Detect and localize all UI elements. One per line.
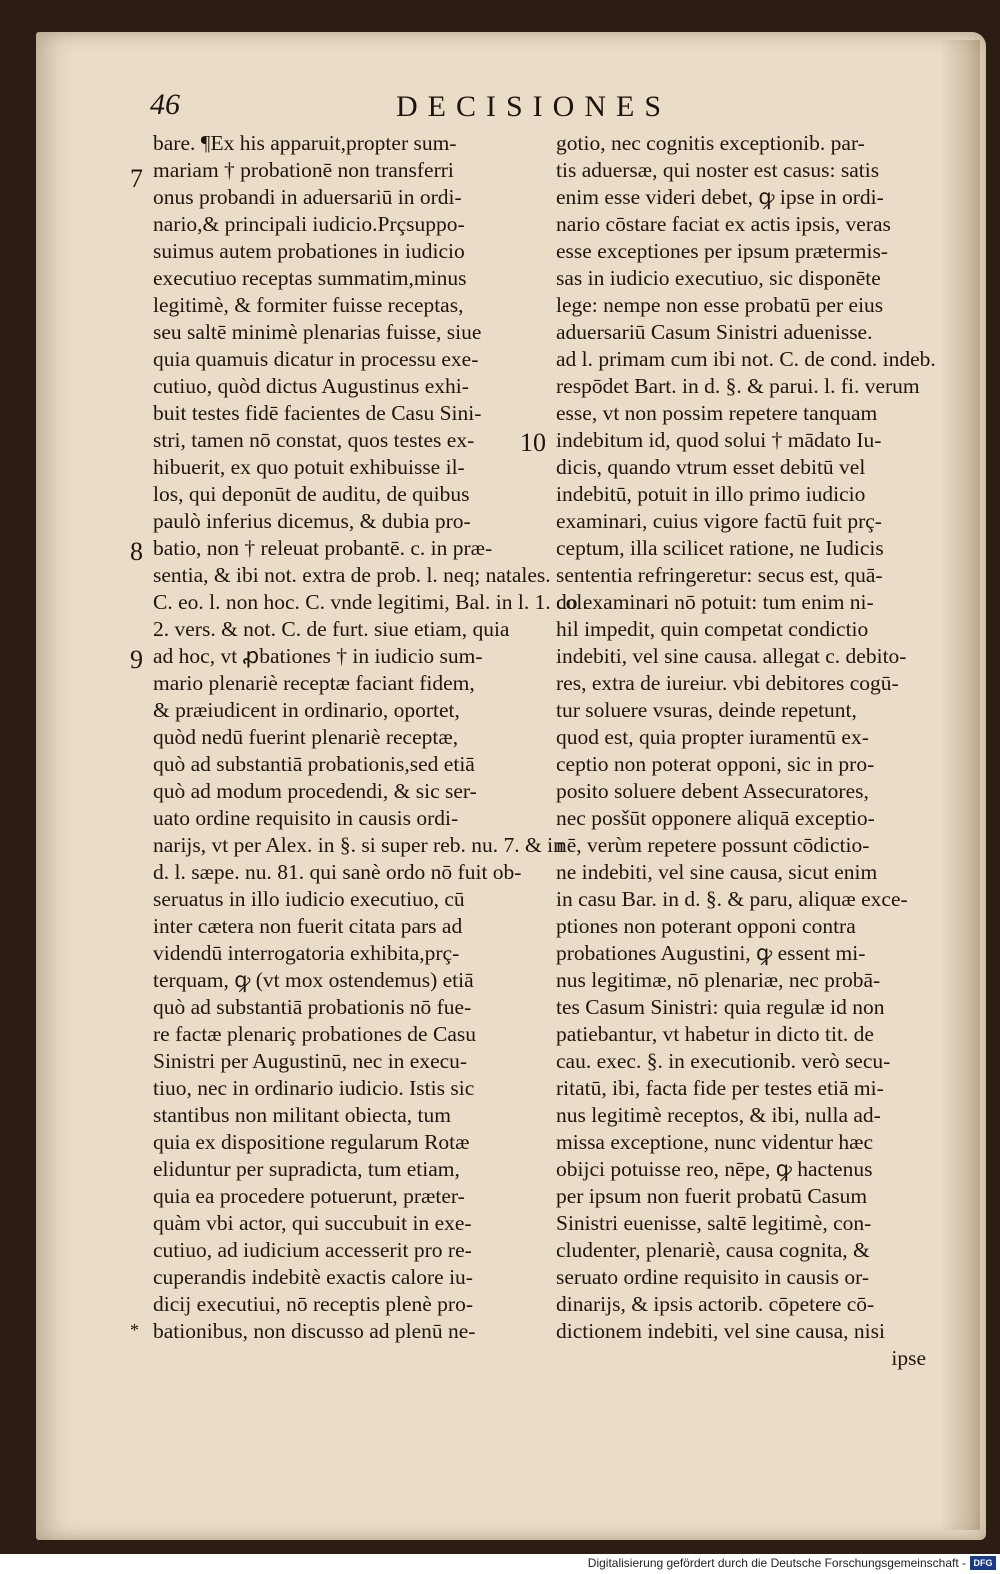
- footer-credit: Digitalisierung gefördert durch die Deutsche Forschungsgemeinschaft -: [587, 1556, 966, 1570]
- running-title: DECISIONES: [396, 90, 672, 123]
- text-line: batio, non † releuat probantē. c. in præ-: [153, 536, 493, 560]
- text-line: terquam, ꝙ (vt mox ostendemus) etiā: [153, 968, 474, 992]
- text-line: aduersariū Casum Sinistri aduenisse.: [556, 320, 873, 344]
- text-line: seu saltē minimè plenarias fuisse, siue: [153, 320, 482, 344]
- text-line: mario plenariè receptæ faciant fidem,: [153, 671, 475, 695]
- text-line: dicij executiui, nō receptis plenè pro-: [153, 1292, 473, 1316]
- text-line: los, qui deponūt de auditu, de quibus: [153, 482, 470, 506]
- text-line: ceptum, illa scilicet ratione, ne Iudicis: [556, 536, 884, 560]
- text-line: eliduntur per supradicta, tum etiam,: [153, 1157, 460, 1181]
- text-line: d. l. sæpe. nu. 81. qui sanè ordo nō fuit ob-: [153, 860, 522, 884]
- text-line: quia ea procedere potuerunt, præter-: [153, 1184, 465, 1208]
- text-line: ptiones non poterant opponi contra: [556, 914, 856, 938]
- text-line: examinari, cuius vigore factū fuit prç-: [556, 509, 882, 533]
- text-line: ad l. primam cum ibi not. C. de cond. indeb.: [556, 347, 936, 371]
- text-line: stri, tamen nō constat, quos testes ex-: [153, 428, 475, 452]
- text-line: ne indebiti, vel sine causa, sicut enim: [556, 860, 878, 884]
- text-line: patiebantur, vt habetur in dicto tit. de: [556, 1022, 874, 1046]
- text-line: posito soluere debent Assecuratores,: [556, 779, 869, 803]
- margin-number-10: 10: [520, 428, 546, 457]
- text-line: Sinistri euenisse, saltē legitimè, con-: [556, 1211, 872, 1235]
- text-line: ad hoc, vt ꝓbationes † in iudicio sum-: [153, 644, 483, 668]
- text-line: dicis, quando vtrum esset debitū vel: [556, 455, 866, 479]
- text-line: quò ad substantiā probationis nō fue-: [153, 995, 472, 1019]
- text-line: hil impedit, quin competat condictio: [556, 617, 869, 641]
- text-line: quò ad modum procedendi, & sic ser-: [153, 779, 477, 803]
- text-line: onus probandi in aduersariū in ordi-: [153, 185, 462, 209]
- text-line: paulò inferius dicemus, & dubia pro-: [153, 509, 471, 533]
- margin-number-8: 8: [130, 537, 143, 566]
- text-line: dictionem indebiti, vel sine causa, nisi: [556, 1319, 885, 1343]
- text-line: dinarijs, & ipsis actorib. cōpetere cō-: [556, 1292, 875, 1316]
- text-line: respōdet Bart. in d. §. & parui. l. fi. verum: [556, 374, 920, 398]
- right-text-column: [556, 130, 936, 1372]
- text-line: quia ex dispositione regularum Rotæ: [153, 1130, 470, 1154]
- text-line: stantibus non militant obiecta, tum: [153, 1103, 451, 1127]
- text-line: suimus autem probationes in iudicio: [153, 239, 465, 263]
- text-line: hibuerit, ex quo potuit exhibuisse il-: [153, 455, 465, 479]
- text-line: mariam † probationē non transferri: [153, 158, 454, 182]
- text-line: cuperandis indebitè exactis calore iu-: [153, 1265, 473, 1289]
- text-line: tur soluere vsuras, deinde repetunt,: [556, 698, 857, 722]
- page-number: 46: [150, 88, 180, 121]
- margin-number-7: 7: [130, 164, 143, 193]
- text-line: indebitum id, quod solui † mādato Iu-: [556, 428, 882, 452]
- text-line: lege: nempe non esse probatū per eius: [556, 293, 884, 317]
- text-line: bare. ¶Ex his apparuit,propter sum-: [153, 131, 457, 155]
- text-line: 2. vers. & not. C. de furt. siue etiam, quia: [153, 617, 510, 641]
- text-line: quò ad substantiā probationis,sed etiā: [153, 752, 475, 776]
- text-line: uato ordine requisito in causis ordi-: [153, 806, 459, 830]
- text-line: narijs, vt per Alex. in §. si super reb. nu. 7. & in: [153, 833, 564, 857]
- text-line: seruato ordine requisito in causis or-: [556, 1265, 870, 1289]
- text-line: sentia, & ibi not. extra de prob. l. neq; natales.: [153, 563, 551, 587]
- margin-number-9: 9: [130, 645, 143, 674]
- page-header: [0, 88, 1000, 128]
- catchword: ipse: [891, 1346, 926, 1370]
- text-line: buit testes fidē facientes de Casu Sini-: [153, 401, 482, 425]
- text-line: obijci potuisse reo, nēpe, ꝙ hactenus: [556, 1157, 873, 1181]
- text-line: seruatus in illo iudicio executiuo, cū: [153, 887, 465, 911]
- text-line: res, extra de iureiur. vbi debitores cogū-: [556, 671, 899, 695]
- digitization-footer: [0, 1554, 1000, 1574]
- text-line: do examinari nō potuit: tum enim ni-: [556, 590, 874, 614]
- text-line: re factæ plenariç probationes de Casu: [153, 1022, 476, 1046]
- text-line: in casu Bar. in d. §. & paru, aliquæ exce-: [556, 887, 908, 911]
- text-line: sas in iudicio executiuo, sic disponēte: [556, 266, 881, 290]
- text-line: esse exceptiones per ipsum prætermis-: [556, 239, 888, 263]
- text-line: ceptio non poterat opponi, sic in pro-: [556, 752, 875, 776]
- margin-mark: *: [130, 1320, 139, 1340]
- text-line: legitimè, & formiter fuisse receptas,: [153, 293, 464, 317]
- text-line: bationibus, non discusso ad plenū ne-: [153, 1319, 476, 1343]
- text-line: per ipsum non fuerit probatū Casum: [556, 1184, 868, 1208]
- text-line: indebiti, vel sine causa. allegat c. debito-: [556, 644, 907, 668]
- text-line: indebitū, potuit in illo primo iudicio: [556, 482, 866, 506]
- text-line: C. eo. l. non hoc. C. vnde legitimi, Bal. in l. 1. col.: [153, 590, 588, 614]
- text-line: Sinistri per Augustinū, nec in execu-: [153, 1049, 468, 1073]
- text-line: probationes Augustini, ꝙ essent mi-: [556, 941, 866, 965]
- text-line: videndū interrogatoria exhibita,prç-: [153, 941, 460, 965]
- text-line: gotio, nec cognitis exceptionib. par-: [556, 131, 865, 155]
- text-line: ritatū, ibi, facta fide per testes etiā mi-: [556, 1076, 884, 1100]
- text-line: tis aduersæ, qui noster est casus: satis: [556, 158, 880, 182]
- text-line: nario cōstare faciat ex actis ipsis, veras: [556, 212, 891, 236]
- text-line: quàm vbi actor, qui succubuit in exe-: [153, 1211, 472, 1235]
- text-line: esse, vt non possim repetere tanquam: [556, 401, 878, 425]
- text-line: missa exceptione, nunc videntur hæc: [556, 1130, 874, 1154]
- text-line: nec posšūt opponere aliquā exceptio-: [556, 806, 875, 830]
- text-line: sententia refringeretur: secus est, quā-: [556, 563, 883, 587]
- text-line: nus legitimè receptos, & ibi, nulla ad-: [556, 1103, 881, 1127]
- text-line: nē, verùm repetere possunt cōdictio-: [556, 833, 870, 857]
- text-line: & præiudicent in ordinario, oportet,: [153, 698, 460, 722]
- dfg-logo: DFG: [970, 1556, 996, 1570]
- text-line: quod est, quia propter iuramentū ex-: [556, 725, 869, 749]
- text-line: quòd nedū fuerint plenariè receptæ,: [153, 725, 459, 749]
- text-line: nario,& principali iudicio.Prçsuppo-: [153, 212, 465, 236]
- text-line: enim esse videri debet, ꝙ ipse in ordi-: [556, 185, 884, 209]
- text-line: quia quamuis dicatur in processu exe-: [153, 347, 479, 371]
- text-line: tiuo, nec in ordinario iudicio. Istis sic: [153, 1076, 475, 1100]
- text-line: inter cætera non fuerit citata pars ad: [153, 914, 463, 938]
- text-line: cau. exec. §. in executionib. verò secu-: [556, 1049, 891, 1073]
- text-line: executiuo receptas summatim,minus: [153, 266, 467, 290]
- text-line: nus legitimæ, nō plenariæ, nec probā-: [556, 968, 881, 992]
- text-line: cutiuo, ad iudicium accesserit pro re-: [153, 1238, 472, 1262]
- text-line: tes Casum Sinistri: quia regulæ id non: [556, 995, 885, 1019]
- text-line: cludenter, plenariè, causa cognita, &: [556, 1238, 870, 1262]
- text-line: cutiuo, quòd dictus Augustinus exhi-: [153, 374, 469, 398]
